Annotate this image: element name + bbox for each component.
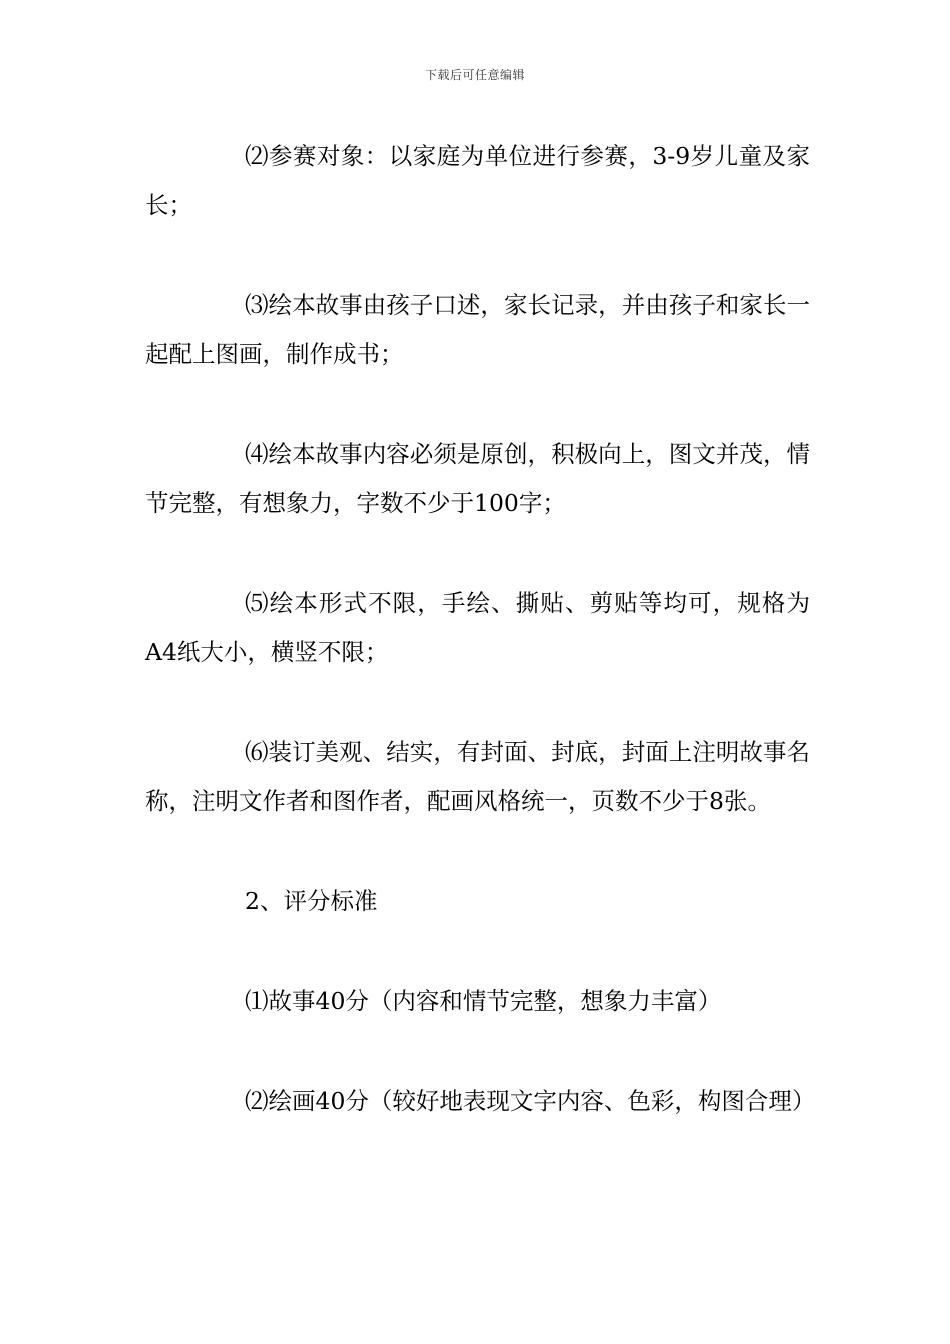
- page-header: 下载后可任意编辑: [424, 68, 525, 82]
- paragraph-format: ⑸绘本形式不限，手绘、撕贴、剪贴等均可，规格为A4纸大小，横竖不限；: [145, 589, 810, 666]
- paragraph-score-drawing: ⑵绘画40分（较好地表现文字内容、色彩，构图合理）: [245, 1087, 816, 1115]
- paragraph-score-story: ⑴故事40分（内容和情节完整，想象力丰富）: [245, 987, 722, 1015]
- paragraph-binding: ⑹装订美观、结实，有封面、封底，封面上注明故事名称，注明文作者和图作者，配画风格统一，页数不少于8张。: [145, 738, 810, 815]
- document-body: [145, 132, 816, 1177]
- section-heading-scoring: 2、评分标准: [245, 887, 378, 915]
- paragraph-participants: ⑵参赛对象：以家庭为单位进行参赛，3-9岁儿童及家长；: [145, 142, 810, 219]
- paragraph-content-requirements: ⑷绘本故事内容必须是原创，积极向上，图文并茂，情节完整，有想象力，字数不少于100字；: [145, 440, 810, 517]
- paragraph-story-dictation: ⑶绘本故事由孩子口述，家长记录，并由孩子和家长一起配上图画，制作成书；: [145, 291, 810, 368]
